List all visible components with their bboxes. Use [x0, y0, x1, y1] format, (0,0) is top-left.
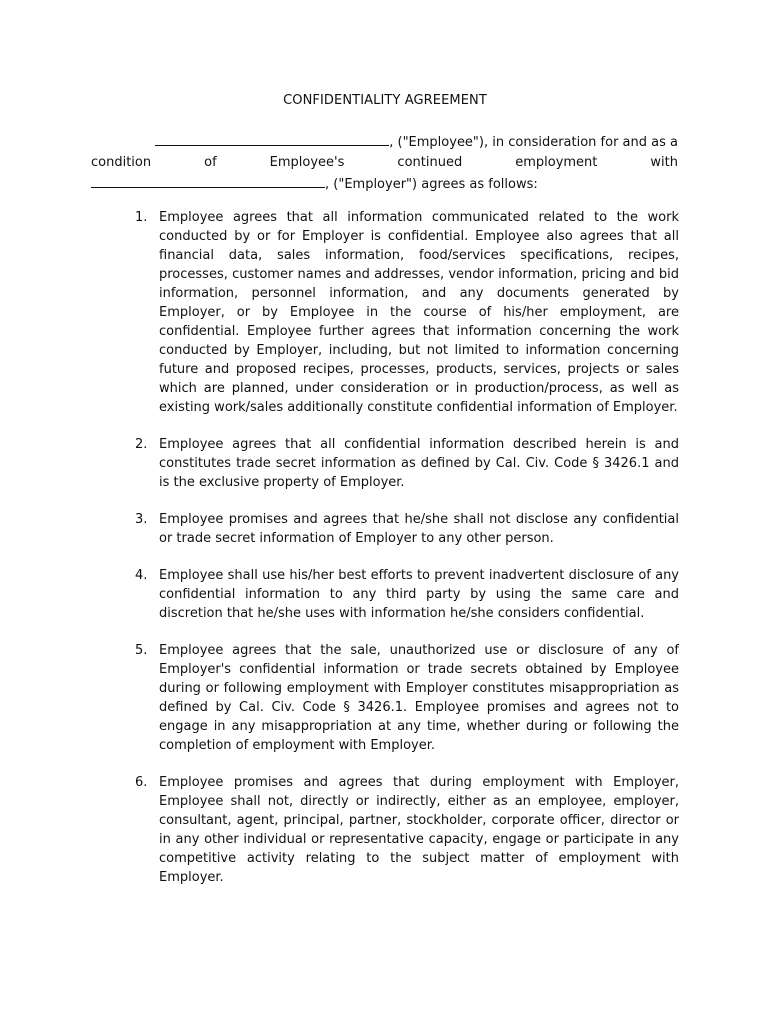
clause-item [132, 641, 679, 755]
intro-line3-text: , ("Employer") agrees as follows: [325, 177, 538, 192]
clause-item [132, 566, 679, 623]
clause-text: Employee agrees that all information communicated related to the work conducted by or for Employer is confidential. Employee also agrees that all financial data, sales information, food/services specifications, recipes, processes, customer names and addresses, vendor information, pricing and bid information, personnel information, and any documents generated by Employer, or by Employee in the course of his/her employment, are confidential. Employee further agrees that information concerning the work conducted by Employer, including, but not limited to information concerning future and proposed recipes, processes, products, services, projects or sales which are planned, under consideration or in production/process, as well as existing work/sales additionally constitute confidential information of Employer. [159, 210, 679, 415]
clause-number: 1. [135, 210, 148, 225]
intro-word: with [650, 155, 678, 170]
clause-number: 5. [135, 643, 148, 658]
clause-text: Employee agrees that the sale, unauthorized use or disclosure of any of Employer's confidential information or trade secrets obtained by Employee during or following employment with Employer constitutes misappropriation as defined by Cal. Civ. Code § 3426.1. Employee promises and agrees not to engage in any misappropriation at any time, whether during or following the completion of employment with Employer. [159, 643, 679, 753]
clause-number: 3. [135, 512, 148, 527]
intro-word: of [204, 155, 217, 170]
intro-line-employer [91, 173, 678, 195]
employee-name-blank [155, 131, 389, 146]
clause-number: 4. [135, 568, 148, 583]
employer-name-blank [91, 173, 325, 188]
intro-line-employee [91, 131, 678, 153]
clause-list [132, 208, 679, 905]
clause-number: 2. [135, 437, 148, 452]
intro-word: Employee's [269, 155, 345, 170]
clause-item [132, 435, 679, 492]
intro-word: continued [397, 155, 463, 170]
clause-text: Employee promises and agrees that he/she shall not disclose any confidential or trade secret information of Employer to any other person. [159, 512, 679, 546]
clause-item [132, 510, 679, 548]
clause-item [132, 773, 679, 887]
intro-paragraph [91, 131, 678, 195]
intro-word: employment [515, 155, 598, 170]
intro-line-condition [91, 153, 678, 173]
clause-text: Employee agrees that all confidential information described herein is and constitutes trade secret information as defined by Cal. Civ. Code § 3426.1 and is the exclusive property of Employer. [159, 437, 679, 490]
clause-text: Employee promises and agrees that during employment with Employer, Employee shall not, directly or indirectly, either as an employee, employer, consultant, agent, principal, partner, stockholder, corporate officer, director or in any other individual or representative capacity, engage or participate in any competitive activity relating to the subject matter of employment with Employer. [159, 775, 679, 885]
document-title: CONFIDENTIALITY AGREEMENT [283, 93, 487, 108]
intro-line1-text: , ("Employee"), in consideration for and as a [389, 135, 678, 150]
clause-text: Employee shall use his/her best efforts to prevent inadvertent disclosure of any confidential information to any third party by using the same care and discretion that he/she uses with information he/she considers confidential. [159, 568, 679, 621]
intro-word: condition [91, 155, 152, 170]
clause-item [132, 208, 679, 417]
clause-number: 6. [135, 775, 148, 790]
